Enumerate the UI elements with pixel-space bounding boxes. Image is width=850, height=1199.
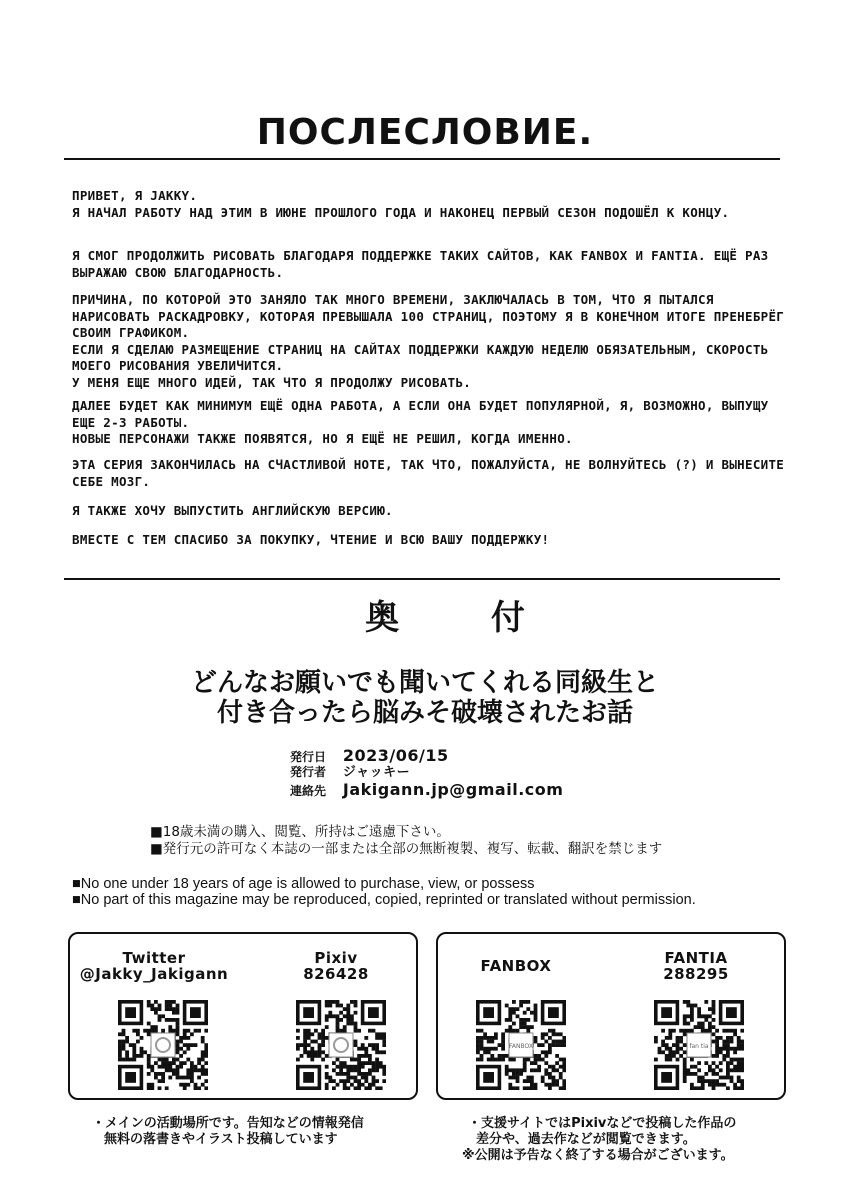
afterword-top-divider	[64, 158, 780, 160]
book-title-line-2: 付き合ったら脳みそ破壊されたお話	[216, 698, 633, 728]
afterword-paragraph-7: ВМЕСТЕ С ТЕМ СПАСИБО ЗА ПОКУПКУ, ЧТЕНИЕ И ВСЮ ВАШУ ПОДДЕРЖКУ!	[72, 532, 550, 547]
fanbox-name[interactable]: FANBOX	[480, 957, 552, 975]
book-title-line-1: どんなお願いでも聞いてくれる同級生と	[190, 668, 659, 698]
afterword-paragraph-3: ПРИЧИНА, ПО КОТОРОЙ ЭТО ЗАНЯЛО ТАК МНОГО ВРЕМЕНИ, ЗАКЛЮЧАЛАСЬ В ТОМ, ЧТО Я ПЫТАЛСЯ НАРИСОВАТЬ РАСКАДРОВКУ, КОТОРАЯ ПРЕВЫШАЛА 100 СТРАНИЦ, ПОЭТОМУ Я В КОНЕЧНОМ ИТОГЕ ПРЕНЕБРЁГ СВОИМ ГРАФИКОМ. ЕСЛИ Я СДЕЛАЮ РАЗМЕЩЕНИЕ СТРАНИЦ НА САЙТАХ ПОДДЕРЖКИ КАЖДУЮ НЕДЕЛЮ ОБЯЗАТЕЛЬНЫМ, СКОРОСТЬ МОЕГО РИСОВАНИЯ УВЕЛИЧИТСЯ. У МЕНЯ ЕЩЕ МНОГО ИДЕЙ, ТАК ЧТО Я ПРОДОЛЖУ РИСОВАТЬ.	[72, 292, 785, 390]
publication-date-value: 2023/06/15	[342, 746, 449, 765]
twitter-label	[74, 950, 234, 982]
left-note-line-1: ・メインの活動場所です。告知などの情報発信	[92, 1116, 364, 1131]
pixiv-label-title: Pixiv	[314, 949, 358, 967]
pixiv-id[interactable]: 826428	[303, 965, 369, 983]
jp-notice-age: ■18歳未満の購入、閲覧、所持はご遠慮下さい。	[150, 824, 450, 840]
svg-text:fan tia: fan tia	[689, 1043, 709, 1050]
fantia-label	[636, 950, 756, 982]
right-note-line-1: ・支援サイトではPixivなどで投稿した作品の	[468, 1116, 737, 1131]
contact-email[interactable]: Jakigann.jp@gmail.com	[342, 780, 564, 799]
contact-row	[290, 781, 563, 800]
fantia-label-title: FANTIA	[664, 949, 728, 967]
fanbox-label	[456, 958, 576, 974]
twitter-label-title: Twitter	[122, 949, 186, 967]
pixiv-label	[276, 950, 396, 982]
pixiv-qr-code[interactable]	[296, 1000, 386, 1090]
publisher-value: ジャッキー	[342, 765, 411, 780]
publisher-label: 発行者	[290, 765, 327, 779]
afterword-paragraph-1: ПРИВЕТ, Я JAKKY. Я НАЧАЛ РАБОТУ НАД ЭТИМ В ИЮНЕ ПРОШЛОГО ГОДА И НАКОНЕЦ ПЕРВЫЙ СЕЗОН ПОДОШЁЛ К КОНЦУ.	[72, 188, 730, 220]
contact-label: 連絡先	[290, 784, 327, 798]
afterword-title: ПОСЛЕСЛОВИЕ.	[256, 112, 594, 153]
colophon-heading: 奥 付	[365, 598, 565, 638]
left-note-line-2: 無料の落書きやイラスト投稿しています	[104, 1132, 338, 1147]
twitter-handle[interactable]: @Jakky_Jakigann	[79, 965, 229, 983]
afterword-bottom-divider	[64, 578, 780, 580]
twitter-qr-code[interactable]	[118, 1000, 208, 1090]
right-note-line-2: 差分や、過去作などが閲覧できます。	[476, 1132, 696, 1147]
afterword-paragraph-2: Я СМОГ ПРОДОЛЖИТЬ РИСОВАТЬ БЛАГОДАРЯ ПОДДЕРЖКЕ ТАКИХ САЙТОВ, КАК FANBOX И FANTIA. ЕЩЁ РАЗ ВЫРАЖАЮ СВОЮ БЛАГОДАРНОСТЬ.	[72, 248, 769, 280]
right-note-line-3: ※公開は予告なく終了する場合がございます。	[462, 1148, 734, 1163]
afterword-paragraph-6: Я ТАКЖЕ ХОЧУ ВЫПУСТИТЬ АНГЛИЙСКУЮ ВЕРСИЮ.	[72, 503, 393, 518]
en-notice-copyright: ■No part of this magazine may be reproduced, copied, reprinted or translated without permission.	[72, 892, 696, 908]
en-notice-age: ■No one under 18 years of age is allowed to purchase, view, or possess	[72, 876, 535, 892]
fanbox-logo-icon	[509, 1043, 533, 1050]
fantia-qr-code[interactable]	[654, 1000, 744, 1090]
fanbox-qr-code[interactable]	[476, 1000, 566, 1090]
fantia-logo-icon	[689, 1043, 709, 1050]
fantia-id[interactable]: 288295	[663, 965, 729, 983]
publisher-row	[290, 764, 410, 781]
svg-text:FANBOX: FANBOX	[509, 1043, 533, 1050]
afterword-paragraph-4: ДАЛЕЕ БУДЕТ КАК МИНИМУМ ЕЩЁ ОДНА РАБОТА, А ЕСЛИ ОНА БУДЕТ ПОПУЛЯРНОЙ, Я, ВОЗМОЖНО, ВЫПУЩУ ЕЩЕ 2-3 РАБОТЫ. НОВЫЕ ПЕРСОНАЖИ ТАКЖЕ ПОЯВЯТСЯ, НО Я ЕЩЁ НЕ РЕШИЛ, КОГДА ИМЕННО.	[72, 398, 769, 446]
jp-notice-copyright: ■発行元の許可なく本誌の一部または全部の無断複製、複写、転載、翻訳を禁じます	[150, 841, 663, 857]
publication-date-label: 発行日	[290, 750, 327, 764]
afterword-paragraph-5: ЭТА СЕРИЯ ЗАКОНЧИЛАСЬ НА СЧАСТЛИВОЙ НОТЕ, ТАК ЧТО, ПОЖАЛУЙСТА, НЕ ВОЛНУЙТЕСЬ (?) И ВЫНЕСИТЕ СЕБЕ МОЗГ.	[72, 457, 785, 489]
